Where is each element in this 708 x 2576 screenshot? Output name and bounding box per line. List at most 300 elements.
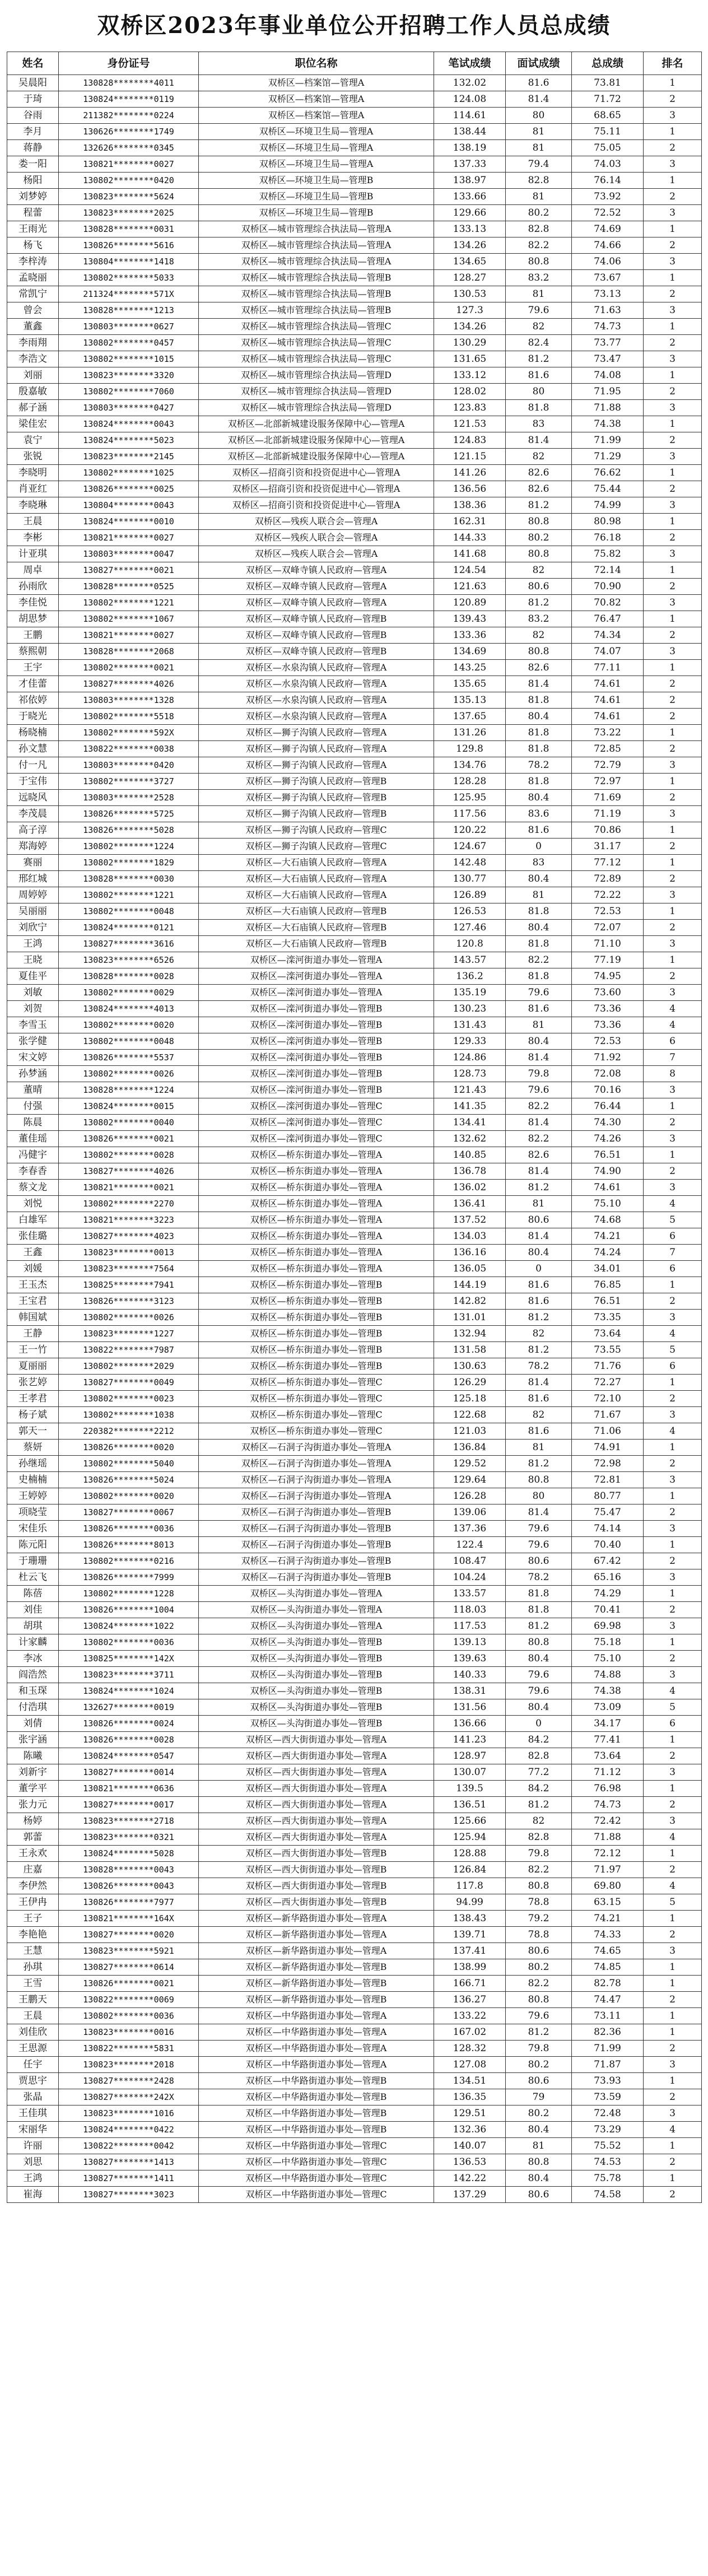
cell-position: 双桥区—西大街街道办事处—管理B: [199, 1894, 434, 1911]
cell-total-score: 71.69: [572, 790, 644, 806]
cell-position: 双桥区—桥东街道办事处—管理C: [199, 1423, 434, 1440]
table-row: [7, 2154, 702, 2170]
cell-interview-score: 81: [506, 1017, 572, 1033]
cell-interview-score: 80.8: [506, 514, 572, 530]
page-title: 双桥区2023年事业单位公开招聘工作人员总成绩: [97, 12, 611, 39]
cell-written-score: 127.3: [434, 302, 506, 319]
cell-id-number: 130823********2718: [59, 1813, 199, 1829]
cell-id-number: 130823********1016: [59, 2105, 199, 2122]
cell-name: 李彬: [7, 530, 59, 546]
table-row: [7, 1553, 702, 1569]
cell-rank: 3: [644, 644, 702, 660]
cell-total-score: 75.47: [572, 1504, 644, 1521]
cell-id-number: 130826********0043: [59, 1878, 199, 1894]
cell-written-score: 130.63: [434, 1358, 506, 1375]
cell-interview-score: 80.2: [506, 530, 572, 546]
cell-name: 王鸿: [7, 2170, 59, 2187]
cell-position: 双桥区—城市管理综合执法局—管理A: [199, 254, 434, 270]
cell-id-number: 130804********0043: [59, 497, 199, 514]
cell-written-score: 134.26: [434, 319, 506, 335]
cell-id-number: 130824********0010: [59, 514, 199, 530]
cell-rank: 1: [644, 952, 702, 968]
cell-written-score: 139.71: [434, 1927, 506, 1943]
cell-total-score: 73.36: [572, 1001, 644, 1017]
cell-written-score: 139.43: [434, 611, 506, 627]
cell-total-score: 74.66: [572, 237, 644, 254]
cell-rank: 3: [644, 2105, 702, 2122]
cell-name: 杨飞: [7, 237, 59, 254]
cell-interview-score: 81: [506, 887, 572, 903]
cell-id-number: 130802********1221: [59, 595, 199, 611]
cell-total-score: 74.38: [572, 1683, 644, 1699]
cell-position: 双桥区—水泉沟镇人民政府—管理A: [199, 676, 434, 692]
cell-id-number: 130822********5831: [59, 2041, 199, 2057]
cell-written-score: 130.29: [434, 335, 506, 351]
cell-total-score: 74.30: [572, 1115, 644, 1131]
cell-interview-score: 80.6: [506, 1212, 572, 1228]
cell-written-score: 136.84: [434, 1440, 506, 1456]
cell-total-score: 74.91: [572, 1440, 644, 1456]
cell-interview-score: 80.6: [506, 1553, 572, 1569]
cell-written-score: 139.5: [434, 1781, 506, 1797]
cell-rank: 3: [644, 1310, 702, 1326]
cell-interview-score: 79.8: [506, 2041, 572, 2057]
cell-rank: 3: [644, 2057, 702, 2073]
cell-name: 孙琪: [7, 1959, 59, 1976]
cell-id-number: 130827********4026: [59, 1163, 199, 1180]
cell-interview-score: 81.6: [506, 1423, 572, 1440]
cell-position: 双桥区—滦河街道办事处—管理A: [199, 952, 434, 968]
table-row: [7, 1033, 702, 1050]
cell-position: 双桥区—狮子沟镇人民政府—管理C: [199, 822, 434, 839]
cell-written-score: 128.02: [434, 384, 506, 400]
cell-total-score: 73.81: [572, 75, 644, 91]
cell-total-score: 67.42: [572, 1553, 644, 1569]
cell-position: 双桥区—头沟街道办事处—管理B: [199, 1699, 434, 1716]
cell-written-score: 129.64: [434, 1472, 506, 1488]
cell-id-number: 130827********3616: [59, 936, 199, 952]
table-row: [7, 449, 702, 465]
cell-id-number: 130826********0020: [59, 1440, 199, 1456]
cell-interview-score: 82: [506, 1813, 572, 1829]
cell-total-score: 74.47: [572, 1992, 644, 2008]
cell-written-score: 136.27: [434, 1992, 506, 2008]
cell-interview-score: 81.8: [506, 774, 572, 790]
cell-name: 梁佳宏: [7, 416, 59, 432]
cell-total-score: 63.15: [572, 1894, 644, 1911]
table-row: [7, 367, 702, 384]
cell-rank: 3: [644, 1569, 702, 1586]
cell-rank: 1: [644, 903, 702, 920]
table-row: [7, 1732, 702, 1748]
cell-interview-score: 80.4: [506, 2170, 572, 2187]
cell-name: 吴晨阳: [7, 75, 59, 91]
cell-total-score: 72.89: [572, 871, 644, 887]
cell-total-score: 71.72: [572, 91, 644, 108]
cell-id-number: 130824********0422: [59, 2122, 199, 2138]
cell-position: 双桥区—环境卫生局—管理B: [199, 173, 434, 189]
cell-name: 和玉琛: [7, 1683, 59, 1699]
table-row: [7, 1829, 702, 1846]
cell-total-score: 74.69: [572, 221, 644, 237]
cell-id-number: 211382********0224: [59, 108, 199, 124]
cell-written-score: 129.33: [434, 1033, 506, 1050]
table-row: [7, 2138, 702, 2154]
cell-id-number: 130824********4013: [59, 1001, 199, 1017]
cell-total-score: 80.77: [572, 1488, 644, 1504]
cell-total-score: 74.88: [572, 1667, 644, 1683]
cell-rank: 3: [644, 449, 702, 465]
cell-name: 陈晨: [7, 1115, 59, 1131]
cell-written-score: 134.26: [434, 237, 506, 254]
cell-id-number: 130823********6526: [59, 952, 199, 968]
cell-id-number: 211324********571X: [59, 286, 199, 302]
cell-rank: 2: [644, 432, 702, 449]
cell-name: 孙雨欣: [7, 579, 59, 595]
cell-id-number: 130828********0043: [59, 1862, 199, 1878]
cell-written-score: 130.53: [434, 286, 506, 302]
cell-interview-score: 82.2: [506, 1131, 572, 1147]
cell-total-score: 70.86: [572, 822, 644, 839]
cell-interview-score: 82.8: [506, 221, 572, 237]
cell-rank: 3: [644, 1813, 702, 1829]
cell-id-number: 130802********0457: [59, 335, 199, 351]
cell-position: 双桥区—桥东街道办事处—管理B: [199, 1310, 434, 1326]
cell-written-score: 123.83: [434, 400, 506, 416]
cell-name: 冯健宇: [7, 1147, 59, 1163]
cell-name: 高子淳: [7, 822, 59, 839]
cell-id-number: 130826********5537: [59, 1050, 199, 1066]
cell-position: 双桥区—头沟街道办事处—管理A: [199, 1602, 434, 1618]
table-row: [7, 839, 702, 855]
cell-id-number: 130803********2528: [59, 790, 199, 806]
cell-name: 胡琪: [7, 1618, 59, 1634]
cell-total-score: 74.61: [572, 692, 644, 709]
cell-id-number: 130802********1829: [59, 855, 199, 871]
table-row: [7, 1521, 702, 1537]
cell-position: 双桥区—狮子沟镇人民政府—管理B: [199, 790, 434, 806]
table-row: [7, 189, 702, 205]
cell-position: 双桥区—桥东街道办事处—管理B: [199, 1277, 434, 1293]
cell-written-score: 120.22: [434, 822, 506, 839]
cell-total-score: 77.11: [572, 660, 644, 676]
cell-id-number: 130826********0024: [59, 1716, 199, 1732]
cell-rank: 3: [644, 497, 702, 514]
cell-written-score: 128.27: [434, 270, 506, 286]
cell-name: 刘新宇: [7, 1764, 59, 1781]
cell-written-score: 142.82: [434, 1293, 506, 1310]
cell-written-score: 137.29: [434, 2187, 506, 2203]
cell-rank: 1: [644, 2073, 702, 2089]
header-id-number: 身份证号: [59, 52, 199, 75]
cell-name: 刘贺: [7, 1001, 59, 1017]
cell-total-score: 72.97: [572, 774, 644, 790]
cell-position: 双桥区—环境卫生局—管理A: [199, 124, 434, 140]
cell-rank: 3: [644, 351, 702, 367]
cell-rank: 6: [644, 1261, 702, 1277]
cell-rank: 1: [644, 660, 702, 676]
cell-written-score: 138.19: [434, 140, 506, 156]
table-row: [7, 1456, 702, 1472]
cell-position: 双桥区—滦河街道办事处—管理C: [199, 1115, 434, 1131]
cell-rank: 2: [644, 1115, 702, 1131]
cell-name: 蔡文龙: [7, 1180, 59, 1196]
cell-written-score: 127.46: [434, 920, 506, 936]
cell-written-score: 130.23: [434, 1001, 506, 1017]
cell-id-number: 130803********0627: [59, 319, 199, 335]
table-row: [7, 1375, 702, 1391]
cell-written-score: 122.4: [434, 1537, 506, 1553]
cell-total-score: 77.41: [572, 1732, 644, 1748]
cell-rank: 1: [644, 725, 702, 741]
cell-name: 付浩琪: [7, 1699, 59, 1716]
cell-position: 双桥区—中华路街道办事处—管理A: [199, 2041, 434, 2057]
cell-rank: 2: [644, 1456, 702, 1472]
cell-total-score: 71.92: [572, 1050, 644, 1066]
cell-rank: 2: [644, 1293, 702, 1310]
cell-total-score: 73.59: [572, 2089, 644, 2105]
table-row: [7, 254, 702, 270]
table-row: [7, 1976, 702, 1992]
cell-id-number: 130821********0027: [59, 156, 199, 173]
cell-rank: 7: [644, 1245, 702, 1261]
cell-position: 双桥区—狮子沟镇人民政府—管理A: [199, 741, 434, 757]
cell-interview-score: 81.6: [506, 1277, 572, 1293]
cell-name: 蔡妍: [7, 1440, 59, 1456]
cell-written-score: 143.57: [434, 952, 506, 968]
cell-name: 项晓莹: [7, 1504, 59, 1521]
cell-interview-score: 80.8: [506, 1472, 572, 1488]
cell-name: 王宝君: [7, 1293, 59, 1310]
cell-total-score: 74.53: [572, 2154, 644, 2170]
cell-rank: 1: [644, 1911, 702, 1927]
cell-total-score: 74.29: [572, 1586, 644, 1602]
cell-interview-score: 81: [506, 140, 572, 156]
cell-id-number: 130802********1224: [59, 839, 199, 855]
cell-rank: 2: [644, 627, 702, 644]
cell-rank: 2: [644, 1748, 702, 1764]
cell-position: 双桥区—石洞子沟街道办事处—管理B: [199, 1537, 434, 1553]
cell-total-score: 73.11: [572, 2008, 644, 2024]
cell-interview-score: 81.2: [506, 351, 572, 367]
cell-position: 双桥区—档案馆—管理A: [199, 91, 434, 108]
cell-total-score: 74.73: [572, 319, 644, 335]
cell-written-score: 136.53: [434, 2154, 506, 2170]
cell-name: 才佳蕾: [7, 676, 59, 692]
cell-total-score: 72.98: [572, 1456, 644, 1472]
cell-total-score: 73.67: [572, 270, 644, 286]
cell-name: 于晓光: [7, 709, 59, 725]
cell-written-score: 136.41: [434, 1196, 506, 1212]
cell-position: 双桥区—中华路街道办事处—管理A: [199, 2057, 434, 2073]
cell-rank: 5: [644, 1894, 702, 1911]
cell-name: 杨子斌: [7, 1407, 59, 1423]
cell-interview-score: 82.6: [506, 465, 572, 481]
cell-name: 刘倩: [7, 1716, 59, 1732]
cell-total-score: 71.99: [572, 2041, 644, 2057]
cell-total-score: 74.90: [572, 1163, 644, 1180]
cell-rank: 2: [644, 1504, 702, 1521]
cell-rank: 1: [644, 221, 702, 237]
cell-id-number: 130826********7977: [59, 1894, 199, 1911]
cell-id-number: 130827********4026: [59, 676, 199, 692]
cell-name: 曾会: [7, 302, 59, 319]
cell-position: 双桥区—城市管理综合执法局—管理C: [199, 335, 434, 351]
table-row: [7, 871, 702, 887]
cell-interview-score: 81.8: [506, 1602, 572, 1618]
cell-position: 双桥区—头沟街道办事处—管理B: [199, 1651, 434, 1667]
table-row: [7, 124, 702, 140]
cell-rank: 2: [644, 1391, 702, 1407]
cell-rank: 2: [644, 579, 702, 595]
cell-total-score: 72.48: [572, 2105, 644, 2122]
cell-name: 王鸿: [7, 936, 59, 952]
cell-id-number: 130802********1228: [59, 1586, 199, 1602]
cell-id-number: 130802********0026: [59, 1066, 199, 1082]
cell-total-score: 82.78: [572, 1976, 644, 1992]
cell-written-score: 120.89: [434, 595, 506, 611]
cell-total-score: 74.65: [572, 1943, 644, 1959]
cell-written-score: 134.41: [434, 1115, 506, 1131]
cell-name: 刘悦: [7, 1196, 59, 1212]
cell-name: 许丽: [7, 2138, 59, 2154]
table-row: [7, 579, 702, 595]
cell-total-score: 74.08: [572, 367, 644, 384]
table-row: [7, 692, 702, 709]
cell-rank: 3: [644, 302, 702, 319]
cell-interview-score: 82.2: [506, 1098, 572, 1115]
cell-name: 任宇: [7, 2057, 59, 2073]
cell-written-score: 137.41: [434, 1943, 506, 1959]
cell-position: 双桥区—桥东街道办事处—管理B: [199, 1358, 434, 1375]
cell-written-score: 139.13: [434, 1634, 506, 1651]
cell-id-number: 130827********2428: [59, 2073, 199, 2089]
cell-written-score: 136.35: [434, 2089, 506, 2105]
cell-id-number: 130826********0021: [59, 1976, 199, 1992]
cell-position: 双桥区—西大街街道办事处—管理A: [199, 1748, 434, 1764]
cell-rank: 1: [644, 1732, 702, 1748]
cell-interview-score: 80.2: [506, 1959, 572, 1976]
cell-interview-score: 80.2: [506, 205, 572, 221]
cell-id-number: 130821********3223: [59, 1212, 199, 1228]
table-row: [7, 1748, 702, 1764]
cell-rank: 1: [644, 611, 702, 627]
table-row: [7, 514, 702, 530]
cell-written-score: 131.58: [434, 1342, 506, 1358]
table-row: [7, 1293, 702, 1310]
cell-written-score: 128.73: [434, 1066, 506, 1082]
cell-position: 双桥区—城市管理综合执法局—管理B: [199, 286, 434, 302]
cell-rank: 1: [644, 1537, 702, 1553]
cell-position: 双桥区—双峰寺镇人民政府—管理B: [199, 611, 434, 627]
cell-total-score: 70.41: [572, 1602, 644, 1618]
table-row: [7, 1537, 702, 1553]
cell-name: 周卓: [7, 562, 59, 579]
cell-rank: 1: [644, 1147, 702, 1163]
cell-position: 双桥区—西大街街道办事处—管理A: [199, 1829, 434, 1846]
table-row: [7, 806, 702, 822]
cell-written-score: 143.25: [434, 660, 506, 676]
table-row: [7, 1147, 702, 1163]
cell-written-score: 162.31: [434, 514, 506, 530]
cell-total-score: 75.78: [572, 2170, 644, 2187]
cell-position: 双桥区—西大街街道办事处—管理A: [199, 1797, 434, 1813]
table-row: [7, 1050, 702, 1066]
cell-rank: 2: [644, 790, 702, 806]
table-row: [7, 920, 702, 936]
cell-position: 双桥区—西大街街道办事处—管理B: [199, 1862, 434, 1878]
table-row: [7, 1943, 702, 1959]
cell-name: 刘佳: [7, 1602, 59, 1618]
cell-interview-score: 82: [506, 1326, 572, 1342]
cell-total-score: 68.65: [572, 108, 644, 124]
cell-interview-score: 80.2: [506, 2057, 572, 2073]
cell-rank: 2: [644, 286, 702, 302]
cell-rank: 2: [644, 140, 702, 156]
cell-interview-score: 81.4: [506, 1163, 572, 1180]
cell-name: 李晓琳: [7, 497, 59, 514]
cell-id-number: 130828********0030: [59, 871, 199, 887]
cell-interview-score: 82.2: [506, 1976, 572, 1992]
results-table: [7, 52, 702, 2203]
cell-rank: 2: [644, 968, 702, 985]
cell-position: 双桥区—西大街街道办事处—管理A: [199, 1781, 434, 1797]
cell-total-score: 71.76: [572, 1358, 644, 1375]
cell-id-number: 130821********0636: [59, 1781, 199, 1797]
cell-name: 孙继瑶: [7, 1456, 59, 1472]
cell-id-number: 130822********0038: [59, 741, 199, 757]
table-row: [7, 757, 702, 774]
cell-interview-score: 0: [506, 1716, 572, 1732]
cell-position: 双桥区—残疾人联合会—管理A: [199, 546, 434, 562]
cell-rank: 8: [644, 1066, 702, 1082]
header-written-score: 笔试成绩: [434, 52, 506, 75]
table-row: [7, 108, 702, 124]
cell-total-score: 73.92: [572, 189, 644, 205]
cell-rank: 3: [644, 936, 702, 952]
cell-id-number: 130823********1227: [59, 1326, 199, 1342]
cell-name: 吴丽丽: [7, 903, 59, 920]
cell-interview-score: 81.8: [506, 692, 572, 709]
table-row: [7, 1066, 702, 1082]
cell-name: 王鹏: [7, 627, 59, 644]
table-body: [7, 75, 702, 2203]
cell-rank: 4: [644, 1683, 702, 1699]
cell-rank: 3: [644, 1131, 702, 1147]
cell-id-number: 130826********5024: [59, 1472, 199, 1488]
cell-name: 付强: [7, 1098, 59, 1115]
cell-id-number: 130802********0021: [59, 660, 199, 676]
table-row: [7, 1245, 702, 1261]
cell-written-score: 129.66: [434, 205, 506, 221]
cell-total-score: 73.55: [572, 1342, 644, 1358]
table-row: [7, 1440, 702, 1456]
cell-interview-score: 81.8: [506, 936, 572, 952]
cell-id-number: 130824********5023: [59, 432, 199, 449]
cell-rank: 4: [644, 1878, 702, 1894]
cell-written-score: 141.26: [434, 465, 506, 481]
cell-interview-score: 80.4: [506, 1651, 572, 1667]
cell-position: 双桥区—西大街街道办事处—管理B: [199, 1878, 434, 1894]
cell-name: 王晨: [7, 2008, 59, 2024]
cell-name: 王思源: [7, 2041, 59, 2057]
cell-rank: 1: [644, 1488, 702, 1504]
cell-total-score: 75.52: [572, 2138, 644, 2154]
cell-interview-score: 78.8: [506, 1927, 572, 1943]
cell-written-score: 132.36: [434, 2122, 506, 2138]
cell-written-score: 133.66: [434, 189, 506, 205]
table-row: [7, 660, 702, 676]
